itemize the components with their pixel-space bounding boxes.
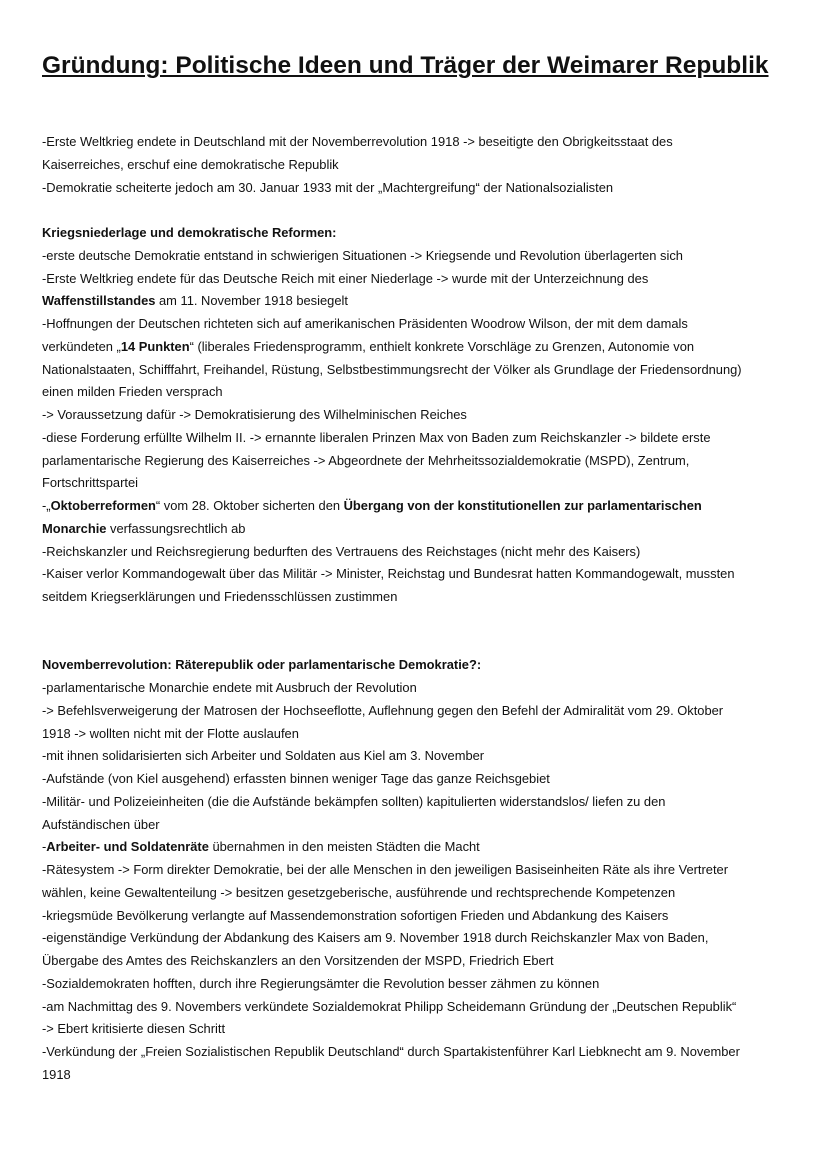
- text-segment: parlamentarische Regierung des Kaiserreiches -> Abgeordnete der Mehrheitssozialdemokratie (MSPD), Zentrum,: [42, 452, 690, 468]
- text-line: [42, 882, 787, 905]
- text-segment: -parlamentarische Monarchie endete mit Ausbruch der Revolution: [42, 680, 417, 695]
- text-line: [42, 859, 787, 882]
- text-segment: -> Ebert kritisierte diesen Schritt: [42, 1021, 226, 1037]
- text-line: [42, 268, 787, 291]
- text-segment: -Hoffnungen der Deutschen richteten sich auf amerikanischen Präsidenten Woodrow Wilson, der mit dem damals: [42, 316, 688, 331]
- text-segment: Übergabe des Amtes des Reichskanzlers an den Vorsitzenden der MSPD, Friedrich Ebert: [42, 953, 554, 968]
- text-segment: “ (liberales Friedensprogramm, enthielt konkrete Vorschläge zu Grenzen, Autonomie von: [189, 338, 695, 354]
- text-segment: -Sozialdemokraten hofften, durch ihre Regierungsämter die Revolution besser zähmen zu können: [42, 975, 600, 991]
- text-line: [42, 996, 787, 1019]
- text-line: [42, 973, 787, 996]
- text-line: [42, 450, 787, 473]
- bold-text: Arbeiter- und Soldatenräte: [46, 839, 209, 855]
- text-line: [42, 381, 787, 404]
- text-line: [42, 541, 787, 564]
- text-segment: -Aufstände (von Kiel ausgehend) erfassten binnen weniger Tage das ganze Reichsgebiet: [42, 771, 550, 786]
- text-segment: -Reichskanzler und Reichsregierung bedurften des Vertrauens des Reichstages (nicht mehr des Kaisers): [42, 543, 641, 559]
- text-segment: -> Befehlsverweigerung der Matrosen der Hochseeflotte, Auflehnung gegen den Befehl der Admiralität vom 29. Oktober: [42, 702, 724, 718]
- text-line: [42, 563, 787, 586]
- text-line: [42, 905, 787, 928]
- text-line: [42, 745, 787, 768]
- text-line: [42, 700, 787, 723]
- text-segment: -„: [42, 498, 51, 513]
- text-segment: verfassungsrechtlich ab: [106, 520, 246, 536]
- text-line: [42, 1064, 787, 1087]
- bold-text: 14 Punkten: [120, 338, 190, 354]
- text-line: [42, 950, 787, 973]
- text-segment: -Erste Weltkrieg endete in Deutschland mit der Novemberrevolution 1918 -> beseitigte den Obrigkeitsstaat des: [42, 134, 673, 149]
- text-line: [42, 768, 787, 791]
- bold-text: Übergang von der konstitutionellen zur parlamentarischen: [343, 498, 702, 513]
- text-segment: -eigenständige Verkündung der Abdankung des Kaisers am 9. November 1918 durch Reichskanzler Max von Baden,: [42, 930, 709, 946]
- text-segment: einen milden Frieden versprach: [42, 384, 223, 400]
- text-line: [42, 1018, 787, 1041]
- text-segment: “ vom 28. Oktober sicherten den: [155, 498, 344, 513]
- bold-text: Kriegsniederlage und demokratische Reformen:: [42, 225, 337, 240]
- text-segment: -Kaiser verlor Kommandogewalt über das Militär -> Minister, Reichstag und Bundesrat hatten Kommandogewalt, mussten: [42, 566, 735, 582]
- text-line: [42, 586, 787, 609]
- text-segment: -: [42, 839, 47, 855]
- bold-text: Waffenstillstandes: [42, 293, 156, 309]
- text-line: [42, 290, 787, 313]
- text-line: [42, 677, 787, 700]
- text-line: [42, 359, 787, 382]
- text-line: [42, 723, 787, 746]
- text-line: [42, 791, 787, 814]
- text-line: [42, 427, 787, 450]
- text-segment: -mit ihnen solidarisierten sich Arbeiter und Soldaten aus Kiel am 3. November: [42, 748, 485, 764]
- text-line: [42, 472, 787, 495]
- text-segment: wählen, keine Gewaltenteilung -> besitzen gesetzgeberische, ausführende und rechtsprechende Kompetenzen: [42, 884, 676, 900]
- bold-text: Oktoberreformen: [50, 498, 156, 513]
- text-line: [42, 245, 787, 268]
- text-line: [42, 654, 787, 677]
- text-segment: -diese Forderung erfüllte Wilhelm II. -> ernannte liberalen Prinzen Max von Baden zum Reichskanzler -> bildete erste: [42, 429, 711, 445]
- text-segment: -Demokratie scheiterte jedoch am 30. Januar 1933 mit der „Machtergreifung“ der Nationalsozialisten: [42, 179, 614, 195]
- text-segment: -> Voraussetzung dafür -> Demokratisierung des Wilhelminischen Reiches: [42, 407, 467, 422]
- text-segment: -erste deutsche Demokratie entstand in schwierigen Situationen -> Kriegsende und Revolution überlagerten sich: [42, 247, 683, 263]
- text-segment: Aufständischen über: [42, 816, 160, 832]
- text-segment: -Erste Weltkrieg endete für das Deutsche Reich mit einer Niederlage -> wurde mit der Unterzeichnung des: [42, 270, 649, 286]
- text-line: [42, 927, 787, 950]
- page-title: Gründung: Politische Ideen und Träger der Weimarer Republik: [42, 52, 769, 79]
- text-line: [42, 313, 787, 336]
- text-segment: -Rätesystem -> Form direkter Demokratie, bei der alle Menschen in den jeweiligen Basiseinheiten Räte als ihre Vertreter: [42, 862, 729, 877]
- text-segment: 1918: [42, 1066, 71, 1082]
- blank-line: [42, 199, 787, 222]
- text-segment: Fortschrittspartei: [42, 475, 138, 491]
- text-segment: -am Nachmittag des 9. Novembers verkündete Sozialdemokrat Philipp Scheidemann Gründung der „Deutschen Republik“: [42, 998, 737, 1014]
- text-line: [42, 495, 787, 518]
- text-line: [42, 131, 787, 154]
- text-segment: 1918 -> wollten nicht mit der Flotte auslaufen: [42, 725, 299, 741]
- text-line: [42, 222, 787, 245]
- text-line: [42, 518, 787, 541]
- text-segment: verkündeten „: [42, 338, 121, 354]
- text-segment: seitdem Kriegserklärungen und Friedensschlüssen zustimmen: [42, 589, 398, 604]
- bold-text: Monarchie: [42, 520, 107, 536]
- document-body: [42, 131, 787, 1087]
- bold-text: Novemberrevolution: Räterepublik oder parlamentarische Demokratie?:: [42, 657, 482, 673]
- text-segment: -Verkündung der „Freien Sozialistischen Republik Deutschland“ durch Spartakistenführer Karl Liebknecht am 9. November: [42, 1044, 740, 1059]
- text-line: [42, 836, 787, 859]
- text-segment: am 11. November 1918 besiegelt: [155, 293, 348, 309]
- text-line: [42, 814, 787, 837]
- text-segment: -kriegsmüde Bevölkerung verlangte auf Massendemonstration sofortigen Frieden und Abdankung des Kaisers: [42, 907, 669, 923]
- text-line: [42, 336, 787, 359]
- text-segment: Nationalstaaten, Schifffahrt, Freihandel, Rüstung, Selbstbestimmungsrecht der Völker als Grundlage der Friedensordnung): [42, 361, 742, 377]
- text-segment: übernahmen in den meisten Städten die Macht: [208, 839, 480, 855]
- text-segment: Kaiserreiches, erschuf eine demokratische Republik: [42, 156, 339, 172]
- text-line: [42, 404, 787, 427]
- text-line: [42, 1041, 787, 1064]
- blank-line: [42, 632, 787, 655]
- text-line: [42, 154, 787, 177]
- text-line: [42, 177, 787, 200]
- blank-line: [42, 609, 787, 632]
- text-segment: -Militär- und Polizeieinheiten (die die Aufstände bekämpfen sollten) kapitulierten widerstandslos/ liefen zu den: [42, 793, 666, 809]
